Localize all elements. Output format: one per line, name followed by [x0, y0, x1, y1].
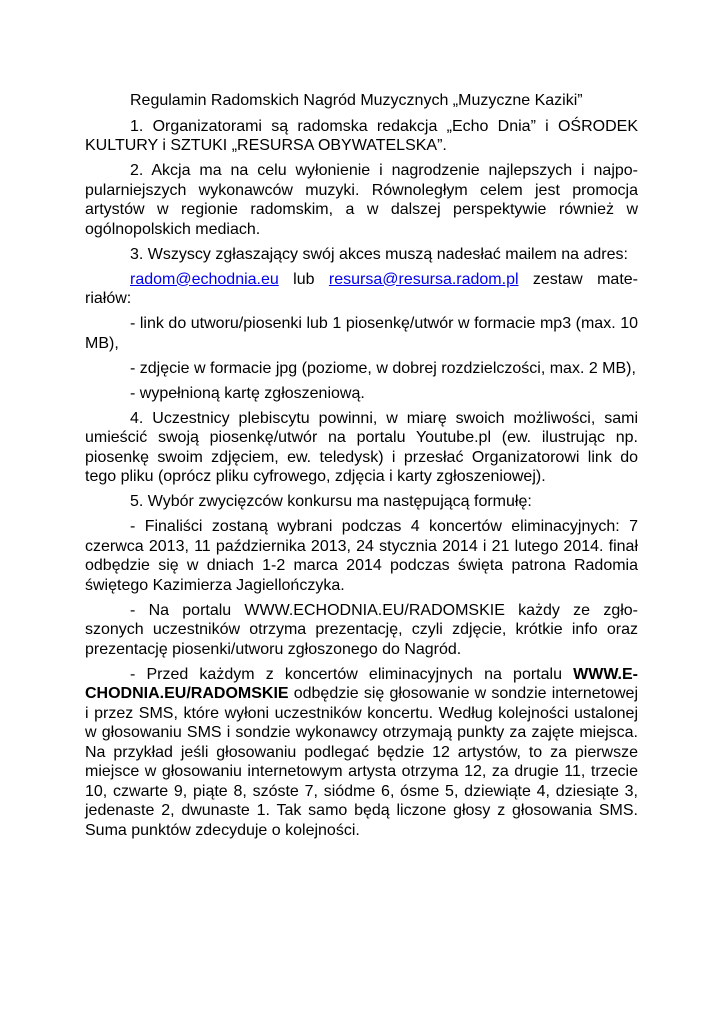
email-link-echodnia[interactable]: radom@echodnia.eu	[130, 270, 279, 288]
portal-address: WWW.ECHODNIA.EU/RADOMSKIE	[85, 665, 638, 702]
paragraph-finalists: - Finaliści zostaną wybrani podczas 4 koncertów eliminacyjnych: 7 czerwca 2013, 11 października 2013, 24 stycznia 2014 i 21 lutego 2014. finał odbędzie się w dniach 1-2 marca 2014 podczas święta patrona Radomia świętego Kazimierza Jagiellończyka.	[85, 518, 638, 594]
document-page	[85, 91, 638, 846]
list-item-link: - link do utworu/piosenki lub 1 piosenkę/utwór w formacie mp3 (max. 10 MB),	[85, 315, 638, 352]
paragraph-selection: 5. Wybór zwycięzców konkursu ma następującą formułę:	[130, 493, 532, 510]
paragraph-voting	[85, 665, 638, 841]
paragraph-portal: - Na portalu WWW.ECHODNIA.EU/RADOMSKIE każdy ze zgłoszonych uczestników otrzyma prezentację, czyli zdjęcie, krótkie info oraz prezentację piosenki/utworu zgłoszonego do Nagród.	[85, 601, 638, 658]
paragraph-organizers: 1. Organizatorami są radomska redakcja „Echo Dnia” i OŚRODEK KULTURY i SZTUKI „RESURSA OBYWATELSKA”.	[85, 117, 638, 154]
paragraph-emails	[85, 270, 638, 309]
email-link-resursa[interactable]: resursa@resursa.radom.pl	[328, 270, 519, 288]
paragraph-youtube: 4. Uczestnicy plebiscytu powinni, w miarę swoich możliwości, sami umieścić swoją piosenkę/utwór na portalu Youtube.pl (ew. ilustrując np. piosenkę swoim zdjęciem, ew. teledysk) i przesłać Organizatorowi link do tego pliku (oprócz pliku cyfrowego, zdjęcia i karty zgłoszeniowej).	[85, 409, 638, 485]
voting-intro: - Przed każdym z koncertów eliminacyjnych na portalu	[130, 665, 574, 683]
paragraph-submission: 3. Wszyscy zgłaszający swój akces muszą nadesłać mailem na adres:	[130, 245, 628, 263]
paragraph-goal: 2. Akcja ma na celu wyłonienie i nagrodzenie najlepszych i najpopularniejszych wykonawców muzyki. Równoległym celem jest promocja artystów w regionie radomskim, a w dalszej perspektywie również w ogólnopolskich mediach.	[85, 162, 638, 238]
document-title: Regulamin Radomskich Nagród Muzycznych „Muzyczne Kaziki”	[130, 92, 583, 109]
voting-details: odbędzie się głosowanie w sondzie internetowej i przez SMS, które wyłoni uczestników koncertu. Według kolejności ustalonej w głosowaniu SMS i sondzie wykonawcy otrzymają punkty za zajęte miejsca. Na przykład jeśli głosowaniu podlegać będzie 12 artystów, to za pierwsze miejsce w głosowaniu internetowym artysta otrzyma 12, za drugie 11, trzecie 10, czwarte 9, piąte 8, szóste 7, siódme 6, ósme 5, dziewiąte 4, dziesiąte 3, jedenaste 2, dwunaste 1. Tak samo będą liczone głosy z głosowania SMS. Suma punktów zdecyduje o kolejności.	[85, 685, 638, 839]
list-item-form: - wypełnioną kartę zgłoszeniową.	[130, 384, 365, 402]
list-item-photo: - zdjęcie w formacie jpg (poziome, w dobrej rozdzielczości, max. 2 MB),	[130, 359, 636, 377]
emails-rest: zestaw materiałów:	[85, 270, 638, 307]
emails-connector: lub	[278, 270, 329, 288]
